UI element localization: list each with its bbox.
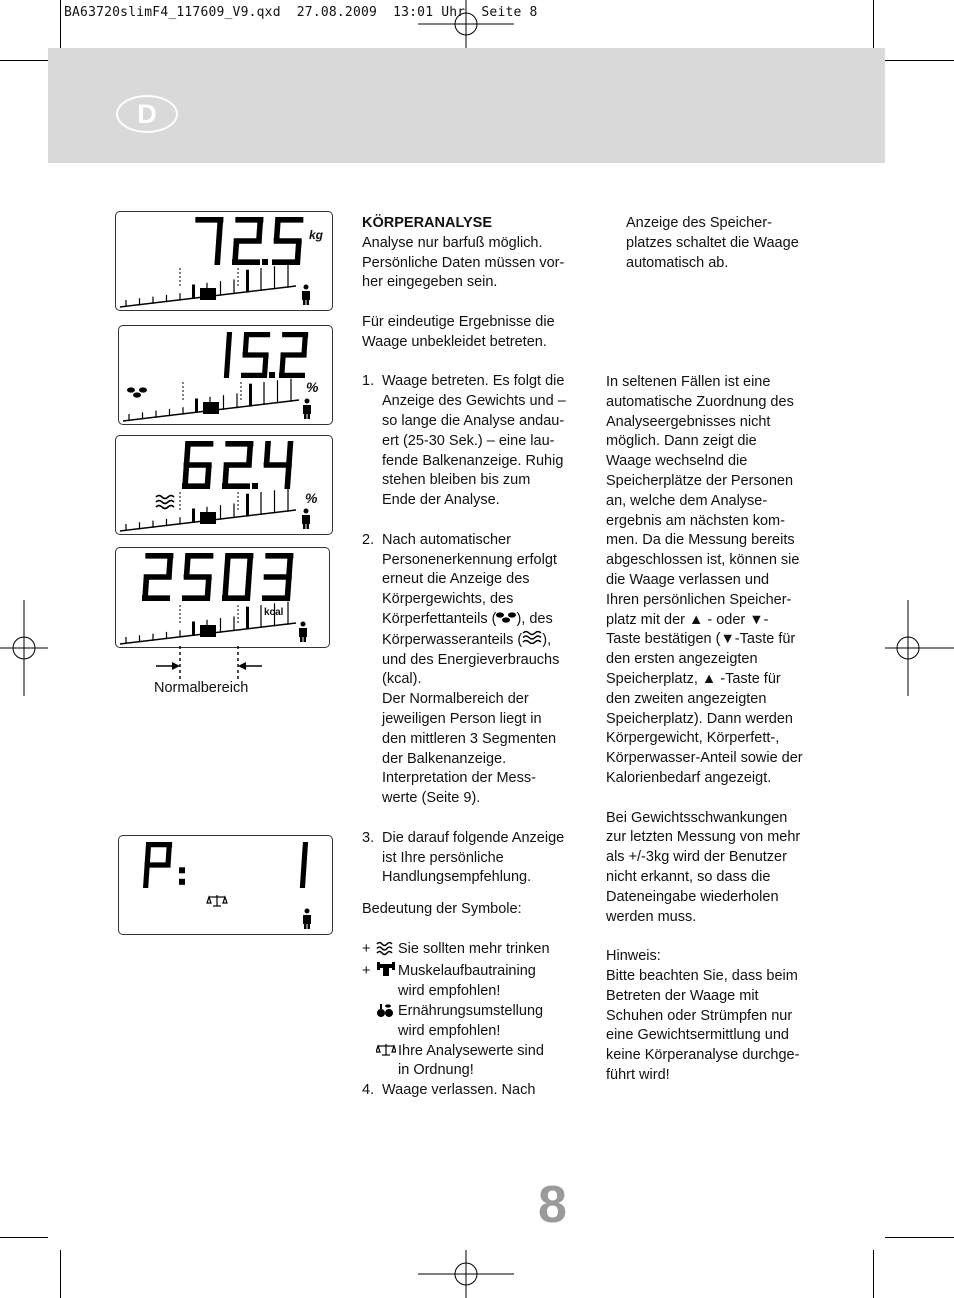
text-line: Taste bestätigen (▼-Taste für: [606, 631, 796, 648]
lcd-recommendation-graphic: [119, 836, 332, 934]
text-line: den zweiten angezeigten: [606, 690, 767, 707]
text-line: automatische Zuordnung des: [606, 393, 794, 410]
lcd-weight: [115, 211, 333, 311]
text-line: Ihre Analysewerte sind: [398, 1042, 544, 1059]
text-line: Bei Gewichtsschwankungen: [606, 809, 788, 826]
text-line: Körpergewicht, Körperfett-,: [606, 730, 780, 747]
normal-range-arrows: [150, 646, 270, 682]
text-line: werte (Seite 9).: [382, 790, 481, 807]
text-line: Dateneingabe wiederholen: [606, 888, 779, 905]
normal-range-label: Normalbereich: [154, 680, 249, 696]
text-column-right: [606, 373, 826, 1086]
text-line: zur letzten Messung von mehr: [606, 829, 801, 846]
text-line: Die darauf folgende Anzeige: [382, 829, 565, 846]
lcd-bar-scale: [120, 489, 296, 531]
text-line: her eingegeben sein.: [362, 274, 498, 291]
text-line: keine Körperanalyse durchge-: [606, 1047, 800, 1064]
person-icon: [303, 399, 311, 420]
list-item: [362, 372, 592, 511]
plus-sign: [362, 1002, 376, 1042]
lcd-body-water: [115, 435, 333, 535]
text-line: fende Balkenanzeige. Ruhig: [382, 452, 564, 469]
text-line: möglich. Dann zeigt die: [606, 433, 757, 450]
lcd-bar-scale: [120, 265, 296, 307]
unit-label: kg: [309, 228, 324, 242]
lcd-digits: [224, 332, 308, 378]
text-line: und des Energieverbrauchs: [382, 651, 560, 668]
text-line: Ende der Analyse.: [382, 492, 500, 509]
text-line: Sie sollten mehr trinken: [398, 940, 550, 957]
water-icon: [156, 496, 174, 509]
list-item: [362, 531, 592, 809]
person-icon: [303, 909, 311, 930]
water-icon: [376, 940, 394, 956]
text-line: Der Normalbereich der: [382, 691, 529, 708]
text-line: Anzeige des Speicher-: [626, 215, 772, 231]
fat-icon: [127, 387, 147, 397]
balance-icon: [376, 1042, 396, 1058]
page-number: 8: [538, 1176, 567, 1234]
text-line: ist Ihre persönliche: [382, 849, 504, 866]
text-line: den ersten angezeigten: [606, 651, 758, 668]
text-fragment: ), des: [516, 610, 553, 627]
lcd-body-fat: [118, 325, 333, 425]
text-line: die Waage verlassen und: [606, 571, 770, 588]
fruit-icon: [376, 1002, 394, 1018]
language-badge: D: [116, 95, 178, 133]
text-line: führt wird!: [606, 1066, 670, 1083]
text-line: werden muss.: [606, 908, 697, 925]
text-line: Waage verlassen. Nach: [382, 1082, 536, 1099]
lcd-digits: [142, 553, 293, 601]
symbols-heading: Bedeutung der Symbole:: [362, 901, 522, 918]
text-column-left: [362, 214, 592, 1101]
text-line: ert (25-30 Sek.) – eine lau-: [382, 432, 555, 449]
file-header: BA63720slimF4_117609_V9.qxd 27.08.2009 13:01 Uhr Seite 8: [64, 5, 538, 20]
note-heading: Hinweis:: [606, 948, 661, 965]
text-line: Interpretation der Mess-: [382, 770, 536, 787]
plus-sign: +: [362, 940, 371, 957]
water-icon: [522, 630, 542, 644]
text-line: automatisch ab.: [626, 254, 729, 271]
lcd-digits: [182, 441, 293, 489]
list-number: 4.: [362, 1082, 375, 1099]
lcd-digits: [143, 842, 185, 888]
unit-label: kcal: [264, 607, 284, 618]
text-line: nicht erkannt, so dass die: [606, 868, 771, 885]
text-column-right-top: [626, 214, 826, 273]
text-line: Körpergewichts, des: [382, 591, 514, 608]
person-icon: [299, 622, 307, 643]
text-line: Handlungsempfehlung.: [382, 869, 532, 886]
text-line: [382, 630, 592, 651]
text-line: Speicherplatz, ▲ -Taste für: [606, 670, 781, 687]
person-icon: [302, 509, 310, 530]
text-line: der Balkenanzeige.: [382, 750, 507, 767]
text-line: Betreten der Waage mit: [606, 987, 759, 1004]
text-line: Anzeige des Gewichts und –: [382, 393, 566, 410]
list-number: 3.: [362, 829, 375, 846]
text-line: wird empfohlen!: [398, 1022, 501, 1039]
text-line: platz mit der ▲ - oder ▼-: [606, 611, 769, 628]
lcd-energy-graphic: [116, 548, 329, 647]
balance-icon: [207, 895, 227, 906]
text-line: Waage unbekleidet betreten.: [362, 333, 547, 350]
text-line: ergebnis am nächsten kom-: [606, 512, 785, 529]
text-line: Ihren persönlichen Speicher-: [606, 591, 792, 608]
text-line: wird empfohlen!: [398, 983, 501, 1000]
text-line: Analyseergebnisses nicht: [606, 413, 771, 430]
list-number: 1.: [362, 373, 375, 390]
lcd-weight-graphic: [116, 212, 332, 310]
text-line: Nach automatischer: [382, 531, 511, 548]
symbol-item: [362, 1002, 592, 1042]
text-line: [382, 610, 592, 630]
text-fragment: Körperfettanteils (: [382, 610, 497, 627]
text-line: Kalorienbedarf angezeigt.: [606, 769, 772, 786]
lcd-body-fat-graphic: [119, 326, 332, 424]
fat-icon: [496, 611, 516, 623]
list-item: [362, 1081, 592, 1101]
text-line: men. Da die Messung bereits: [606, 532, 795, 549]
text-line: jeweiligen Person liegt in: [382, 710, 542, 727]
text-fragment: ),: [542, 631, 552, 648]
text-line: In seltenen Fällen ist eine: [606, 374, 771, 390]
text-line: Speicherplätze der Personen: [606, 472, 794, 489]
text-line: eine Gewichtsermittlung und: [606, 1027, 789, 1044]
text-line: Personenerkennung erfolgt: [382, 551, 557, 568]
person-icon: [302, 285, 310, 306]
symbol-item: [362, 962, 592, 1002]
symbol-item: [362, 1042, 592, 1082]
lcd-digits: [300, 842, 308, 888]
text-line: als +/-3kg wird der Benutzer: [606, 849, 787, 866]
text-line: Körperwasser-Anteil sowie der: [606, 750, 803, 767]
text-line: Speicherplatz). Dann werden: [606, 710, 793, 727]
unit-label: %: [306, 379, 319, 395]
lcd-digits: [195, 217, 303, 265]
text-line: Schuhen oder Strümpfen nur: [606, 1007, 793, 1024]
text-line: an, welche dem Analyse-: [606, 492, 768, 509]
text-line: Für eindeutige Ergebnisse die: [362, 313, 555, 330]
text-line: den mittleren 3 Segmenten: [382, 730, 557, 747]
text-line: erneut die Anzeige des: [382, 571, 530, 588]
text-line: (kcal).: [382, 671, 422, 688]
lcd-energy: [115, 547, 330, 648]
text-line: stehen bleiben bis zum: [382, 472, 531, 489]
text-line: Analyse nur barfuß möglich.: [362, 234, 543, 251]
text-line: Persönliche Daten müssen vor-: [362, 254, 565, 271]
list-item: [362, 829, 592, 888]
plus-sign: [362, 1042, 376, 1082]
lcd-bar-scale: [123, 379, 299, 421]
list-number: 2.: [362, 531, 375, 548]
text-line: Waage wechselnd die: [606, 453, 748, 470]
unit-label: %: [305, 490, 318, 506]
section-heading: KÖRPERANALYSE: [362, 215, 492, 231]
text-line: in Ordnung!: [398, 1062, 474, 1079]
text-fragment: Körperwasseranteils (: [382, 631, 523, 648]
text-line: Bitte beachten Sie, dass beim: [606, 967, 798, 984]
lcd-body-water-graphic: [116, 436, 332, 534]
text-line: Ernährungsumstellung: [398, 1003, 544, 1020]
text-line: so lange die Analyse andau-: [382, 412, 565, 429]
plus-sign: +: [362, 963, 371, 980]
lcd-recommendation: [118, 835, 333, 935]
text-line: Waage betreten. Es folgt die: [382, 373, 565, 390]
text-line: platzes schaltet die Waage: [626, 234, 799, 251]
muscle-icon: [376, 962, 396, 978]
symbol-item: [362, 940, 592, 963]
text-line: Muskelaufbautraining: [398, 963, 536, 980]
text-line: abgeschlossen ist, können sie: [606, 552, 800, 569]
